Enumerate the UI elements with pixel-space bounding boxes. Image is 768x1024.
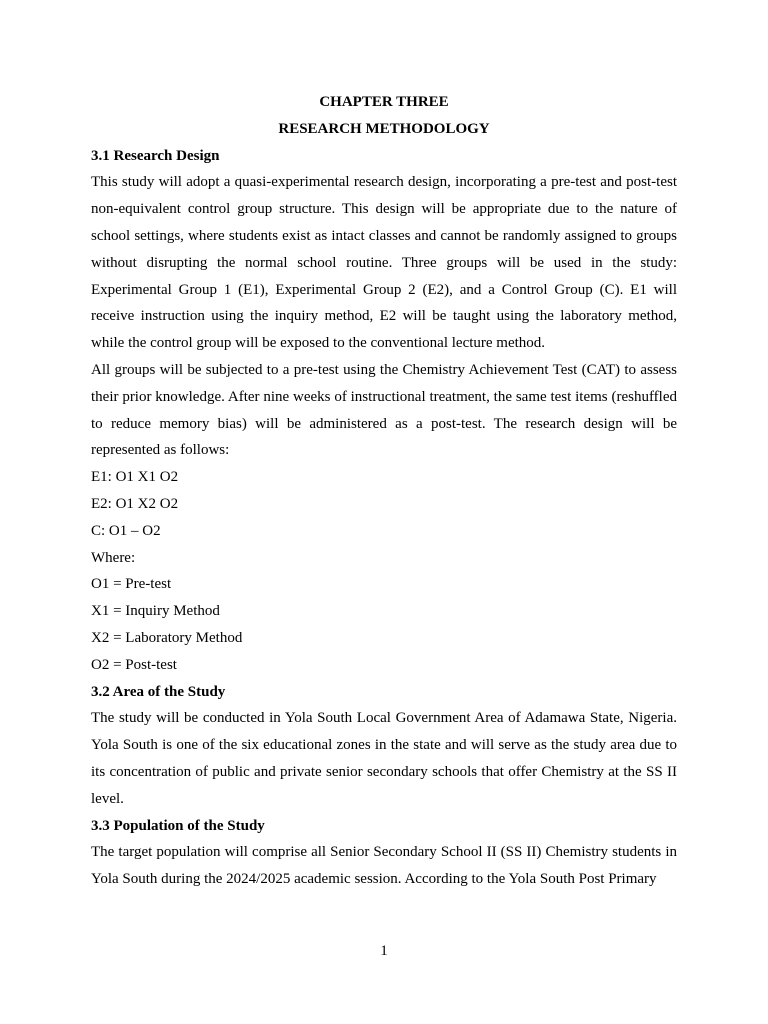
research-design-paragraph-2: All groups will be subjected to a pre-test using the Chemistry Achievement Test (CAT) to assess their prior knowledge. After nine weeks of instructional treatment, the same test items (reshuffled to reduce memory bias) will be administered as a post-test. The research design will be represented as follows:	[91, 361, 677, 459]
design-line-e1: E1: O1 X1 O2	[91, 469, 179, 486]
page-number: 1	[380, 943, 388, 959]
key-line-x1: X1 = Inquiry Method	[91, 603, 220, 620]
where-label: Where:	[91, 549, 136, 566]
chapter-title: CHAPTER THREE	[319, 94, 449, 110]
section-heading-research-design: 3.1 Research Design	[91, 147, 220, 164]
page-content	[91, 89, 677, 893]
design-line-e2: E2: O1 X2 O2	[91, 495, 179, 512]
area-paragraph: The study will be conducted in Yola South Local Government Area of Adamawa State, Nigeria. Yola South is one of the six educational zones in the state and will serve as the study area due to its concentration of public and private senior secondary schools that offer Chemistry at the SS II level.	[91, 710, 677, 807]
chapter-subtitle: RESEARCH METHODOLOGY	[278, 120, 490, 137]
section-heading-population: 3.3 Population of the Study	[91, 817, 265, 834]
research-design-paragraph-1: This study will adopt a quasi-experimental research design, incorporating a pre-test and post-test non-equivalent control group structure. This design will be appropriate due to the nature of school settings, where students exist as intact classes and cannot be randomly assigned to groups without disrupting the normal school routine. Three groups will be used in the study: Experimental Group 1 (E1), Experimental Group 2 (E2), and a Control Group (C). E1 will receive instruction using the inquiry method, E2 will be taught using the laboratory method, while the control group will be exposed to the conventional lecture method.	[91, 174, 677, 352]
key-line-x2: X2 = Laboratory Method	[91, 629, 243, 646]
section-heading-area: 3.2 Area of the Study	[91, 683, 226, 700]
key-line-o1: O1 = Pre-test	[91, 576, 172, 593]
population-paragraph: The target population will comprise all Senior Secondary School II (SS II) Chemistry students in Yola South during the 2024/2025 academic session. According to the Yola South Post Primary	[91, 844, 677, 888]
design-line-c: C: O1 – O2	[91, 522, 161, 539]
key-line-o2: O2 = Post-test	[91, 656, 177, 673]
